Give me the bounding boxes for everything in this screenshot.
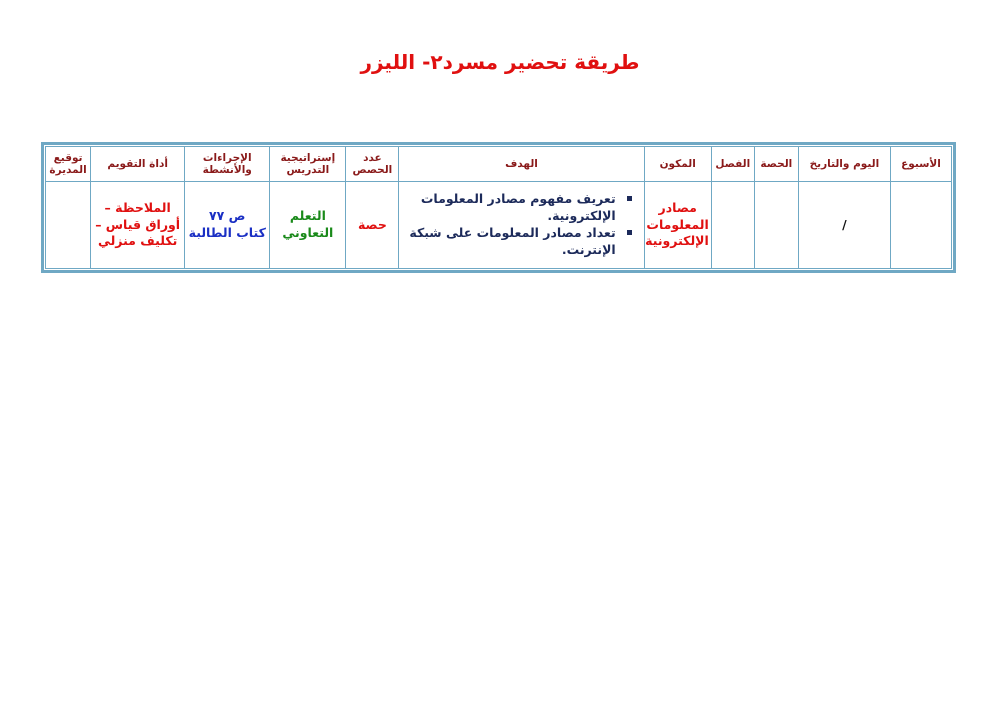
square-bullet-icon xyxy=(627,196,632,201)
cell-goal xyxy=(399,182,644,269)
goal-list xyxy=(405,191,633,259)
lesson-row xyxy=(46,182,952,269)
goal-item xyxy=(405,225,633,259)
header-strategy-line2: التدريس xyxy=(286,164,330,176)
lesson-plan-frame xyxy=(41,142,956,273)
goal-text: تعداد مصادر المعلومات على شبكة الإنترنت. xyxy=(409,225,616,257)
header-day-date: اليوم والتاريخ xyxy=(798,147,890,182)
header-signature xyxy=(46,147,91,182)
cell-class xyxy=(711,182,754,269)
goal-item xyxy=(405,191,633,225)
cell-period xyxy=(754,182,798,269)
header-class: الفصل xyxy=(711,147,754,182)
header-goal: الهدف xyxy=(399,147,644,182)
header-signature-line1: توقيع xyxy=(53,151,83,164)
header-sessions-count-line2: الحصص xyxy=(352,164,393,176)
cell-day-date: / xyxy=(798,182,890,269)
header-row xyxy=(46,147,952,182)
header-sessions-count xyxy=(346,147,399,182)
header-component: المكون xyxy=(644,147,711,182)
cell-component: مصادر المعلومات الإلكترونية xyxy=(644,182,711,269)
header-strategy-line1: إستراتيجية xyxy=(280,151,336,164)
header-strategy xyxy=(270,147,346,182)
cell-strategy-line2: التعاوني xyxy=(282,225,334,240)
cell-procedures xyxy=(185,182,270,269)
cell-week xyxy=(890,182,951,269)
cell-sessions-count: حصة xyxy=(346,182,399,269)
square-bullet-icon xyxy=(627,230,632,235)
header-sessions-count-line1: عدد xyxy=(363,151,382,164)
cell-procedures-line1: ص ٧٧ xyxy=(209,208,246,224)
header-period: الحصة xyxy=(754,147,798,182)
goal-text: تعريف مفهوم مصادر المعلومات الإلكترونية. xyxy=(420,191,616,224)
header-procedures xyxy=(185,147,270,182)
lesson-plan-table xyxy=(45,146,952,269)
cell-strategy-line1: التعلم xyxy=(289,208,326,224)
cell-signature xyxy=(46,182,91,269)
cell-assessment: الملاحظة – أوراق قياس – تكليف منزلي xyxy=(91,182,185,269)
cell-procedures-line2: كتاب الطالبة xyxy=(188,225,266,240)
header-signature-line2: المديرة xyxy=(49,164,87,176)
page-title: طريقة تحضير مسرد٢- الليزر xyxy=(360,50,640,74)
header-assessment: أداة التقويم xyxy=(91,147,185,182)
header-procedures-line1: الإجراءات xyxy=(202,151,252,164)
header-week: الأسبوع xyxy=(890,147,951,182)
cell-strategy xyxy=(270,182,346,269)
header-procedures-line2: والأنشطة xyxy=(202,164,252,176)
